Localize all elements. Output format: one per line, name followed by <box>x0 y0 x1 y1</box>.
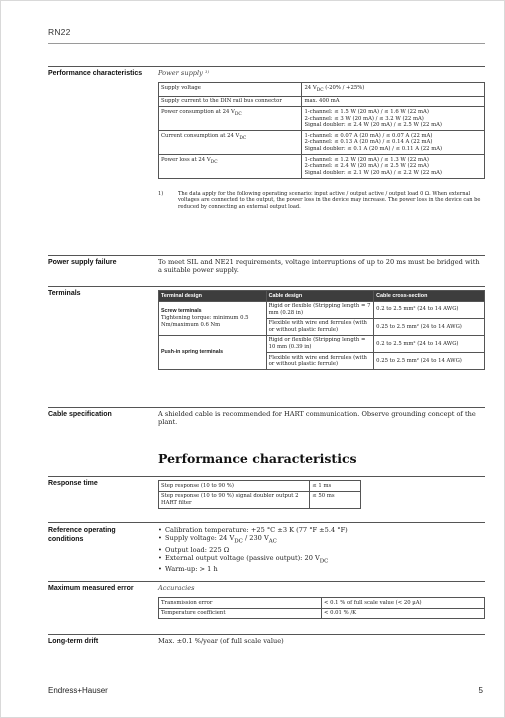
table-row <box>159 301 485 318</box>
cable-design-cell: Flexible with wire end ferrules (with or without plastic ferrule) <box>266 318 374 335</box>
page-number: 5 <box>478 686 483 695</box>
value-cell: ≤ 50 ms <box>310 491 360 508</box>
column-header: Cable design <box>266 291 374 302</box>
column-header: Terminal design <box>159 291 267 302</box>
cross-section-cell: 0.25 to 2.5 mm² (24 to 14 AWG) <box>374 318 485 335</box>
param-cell: Power loss at 24 $V_{DC}$ <box>159 155 302 179</box>
param-cell: Transmission error <box>159 598 322 609</box>
terminal-design-cell <box>159 335 267 369</box>
table-row <box>159 491 361 508</box>
terminals-block <box>158 290 485 370</box>
section-rule <box>48 66 485 67</box>
param-cell: Step response (10 to 90 %) signal doubler output 2 HART filter <box>159 491 310 508</box>
value-cell: < 0.01 % /K <box>322 608 485 619</box>
section-label-reference-conditions: Reference operating conditions <box>48 527 116 543</box>
footnote-number: 1) <box>158 190 164 197</box>
screw-terminals-title: Screw terminals <box>161 308 202 315</box>
section-label-response-time: Response time <box>48 480 98 487</box>
table-row <box>159 335 485 352</box>
reference-conditions-list <box>158 526 485 574</box>
value-cell: 1-channel: ≤ 1.5 W (20 mA) / ≤ 1.6 W (22 mA) 2-channel: ≤ 3 W (20 mA) / ≤ 3.2 W (22 mA) Signal doubler: ≤ 2.4 W (20 mA) / ≤ 2.5 W (22 mA) <box>302 107 485 131</box>
list-item: • Output load: 225 Ω <box>158 545 230 554</box>
section-label-cable-specification: Cable specification <box>48 411 112 418</box>
value-cell: 1-channel: ≤ 0.07 A (20 mA) / ≤ 0.07 A (22 mA) 2-channel: ≤ 0.13 A (20 mA) / ≤ 0.14 A (22 mA) Signal doubler: ≤ 0.1 A (20 mA) / ≤ 0.11 A (22 mA) <box>302 131 485 155</box>
cable-design-cell: Rigid or flexible (Stripping length = 10 mm (0.39 in) <box>266 335 374 352</box>
terminal-design-cell <box>159 301 267 335</box>
param-cell: Supply current to the DIN rail bus connector <box>159 96 302 107</box>
value-cell: max. 400 mA <box>302 96 485 107</box>
table-row <box>159 155 485 179</box>
param-cell: Temperature coefficient <box>159 608 322 619</box>
table-row <box>159 83 485 97</box>
cable-design-cell: Flexible with wire end ferrules (with or without plastic ferrule) <box>266 353 374 370</box>
list-item: • Calibration temperature: +25 °C ±3 K (77 °F ±5.4 °F) <box>158 526 348 534</box>
terminals-table <box>158 290 485 370</box>
section-rule <box>48 255 485 256</box>
response-time-block <box>158 480 485 509</box>
screw-terminals-note: Tightening torque: minimum 0.5 Nm/maximum 0.6 Nm <box>161 314 249 328</box>
section-rule <box>48 634 485 635</box>
cross-section-cell: 0.2 to 2.5 mm² (24 to 14 AWG) <box>374 301 485 318</box>
section-label-maximum-error: Maximum measured error <box>48 585 134 592</box>
table-row <box>159 608 485 619</box>
accuracies-table <box>158 597 485 619</box>
value-cell: < 0.1 % of full scale value (< 20 µA) <box>322 598 485 609</box>
cable-specification-text: A shielded cable is recommended for HART communication. Observe grounding concept of the plant. <box>158 410 476 427</box>
param-cell: Supply voltage <box>159 83 302 97</box>
document-id: RN22 <box>48 27 71 37</box>
power-supply-table <box>158 82 485 179</box>
power-supply-block <box>158 69 485 211</box>
maximum-error-block <box>158 584 485 619</box>
cable-design-cell: Rigid or flexible (Stripping length = 7 mm (0.28 in) <box>266 301 374 318</box>
table-row <box>159 107 485 131</box>
section-rule <box>48 407 485 408</box>
footnote-text: The data apply for the following operating scenario: input active / output active / output load 0 Ω. When external voltages are connected to the output, the power loss in the device may increase. The power loss in the device can be reduced by connecting an external output load. <box>178 190 481 210</box>
long-term-drift-text: Max. ±0.1 %/year (of full scale value) <box>158 637 284 645</box>
section-label-long-term-drift: Long-term drift <box>48 638 99 645</box>
section-rule <box>48 522 485 523</box>
section-rule <box>48 476 485 477</box>
accuracies-subtitle: Accuracies <box>158 584 195 592</box>
value-cell: 24 $V_{DC}$ (-20% / +25%) <box>302 83 485 97</box>
param-cell: Current consumption at 24 $V_{DC}$ <box>159 131 302 155</box>
power-supply-failure-text: To meet SIL and NE21 requirements, voltage interruptions of up to 20 ms must be bridged with a suitable power supply. <box>158 258 480 275</box>
performance-heading: Performance characteristics <box>158 451 357 466</box>
section-label-power-supply-failure: Power supply failure <box>48 259 117 266</box>
section-rule <box>48 286 485 287</box>
list-item: • External output voltage (passive output): 20 $V_{DC}$ <box>158 553 329 565</box>
footnote <box>158 191 485 211</box>
power-supply-subtitle: Power supply ¹⁾ <box>158 69 210 77</box>
cross-section-cell: 0.2 to 2.5 mm² (24 to 14 AWG) <box>374 335 485 352</box>
response-time-table <box>158 480 361 509</box>
value-cell: 1-channel: ≤ 1.2 W (20 mA) / ≤ 1.3 W (22 mA) 2-channel: ≤ 2.4 W (20 mA) / ≤ 2.5 W (22 mA) Signal doubler: ≤ 2.1 W (20 mA) / ≤ 2.2 W (22 mA) <box>302 155 485 179</box>
column-header: Cable cross-section <box>374 291 485 302</box>
table-header-row <box>159 291 485 302</box>
section-rule <box>48 581 485 582</box>
param-cell: Power consumption at 24 $V_{DC}$ <box>159 107 302 131</box>
section-label-terminals: Terminals <box>48 290 81 297</box>
list-item: • Supply voltage: 24 $V_{DC} / 230$ $V_{AC}$ <box>158 534 277 545</box>
section-label-performance: Performance characteristics <box>48 70 143 77</box>
table-row <box>159 96 485 107</box>
cross-section-cell: 0.25 to 2.5 mm² (24 to 14 AWG) <box>374 353 485 370</box>
table-row <box>159 131 485 155</box>
header-rule <box>48 43 485 44</box>
push-in-terminals-title: Push-in spring terminals <box>161 349 224 356</box>
table-row <box>159 598 485 609</box>
param-cell: Step response (10 to 90 %) <box>159 481 310 492</box>
list-item: • Warm-up: > 1 h <box>158 565 218 574</box>
table-row <box>159 481 361 492</box>
footer-company: Endress+Hauser <box>48 686 108 695</box>
value-cell: ≤ 1 ms <box>310 481 360 492</box>
